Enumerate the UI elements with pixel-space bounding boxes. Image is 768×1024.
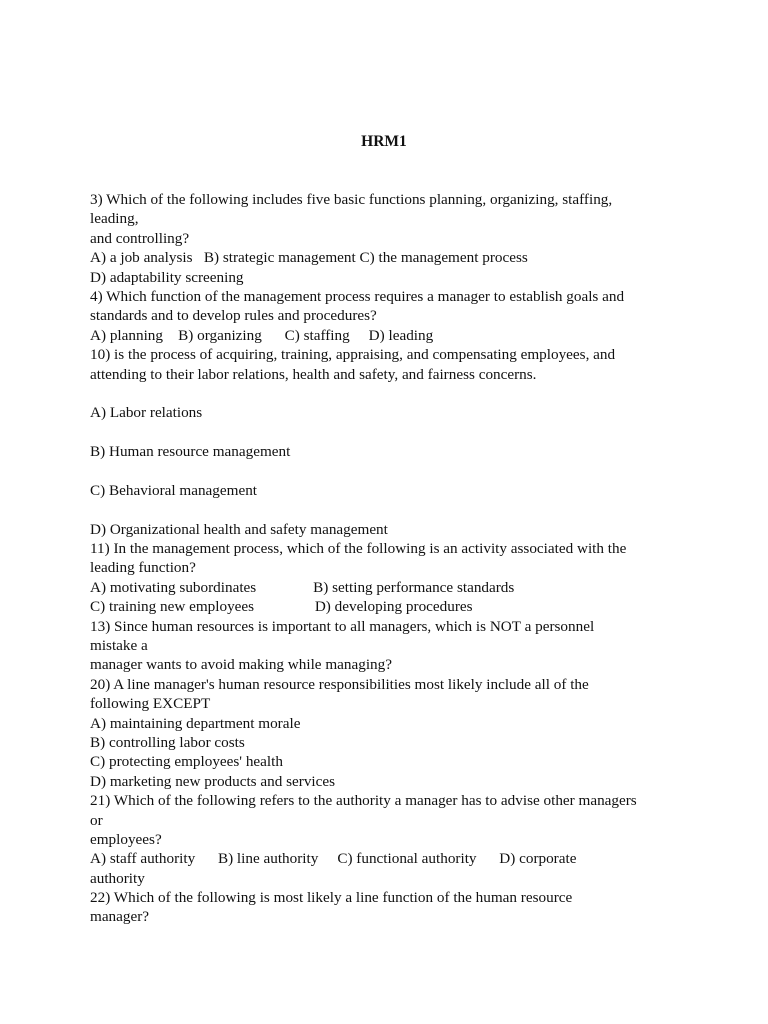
text-line: 3) Which of the following includes five basic functions planning, organizing, staffing, xyxy=(90,191,613,208)
text-line: B) controlling labor costs xyxy=(90,733,245,751)
text-line: mistake a xyxy=(90,636,148,654)
text-line: 11) In the management process, which of the following is an activity associated with the xyxy=(90,540,627,558)
text-line: D) marketing new products and services xyxy=(90,772,336,790)
text-line: 10) is the process of acquiring, training, appraising, and compensating employees, and xyxy=(90,346,616,364)
text-line: B) Human resource management xyxy=(90,443,291,461)
text-line: A) staff authority B) line authority C) functional authority D) corporate xyxy=(90,850,577,868)
text-line: 4) Which function of the management process requires a manager to establish goals and xyxy=(90,287,625,305)
document-body xyxy=(90,190,690,927)
text-line: 13) Since human resources is important to all managers, which is NOT a personnel xyxy=(90,617,595,635)
text-line: A) planning B) organizing C) staffing D) leading xyxy=(90,326,434,344)
text-line: 21) Which of the following refers to the authority a manager has to advise other managers xyxy=(90,792,637,810)
text-line: manager? xyxy=(90,908,150,926)
text-line: or xyxy=(90,811,103,829)
text-line: and controlling? xyxy=(90,229,190,247)
blank-line xyxy=(90,423,690,442)
blank-line xyxy=(90,500,690,519)
text-line: leading function? xyxy=(90,559,196,577)
text-line: 20) A line manager's human resource responsibilities most likely include all of the xyxy=(90,675,589,693)
text-line: A) motivating subordinates B) setting performance standards xyxy=(90,578,515,596)
text-line: employees? xyxy=(90,830,162,848)
text-line: D) adaptability screening xyxy=(90,268,244,286)
text-line: leading, xyxy=(90,210,139,228)
text-line: D) Organizational health and safety management xyxy=(90,520,388,538)
text-line: standards and to develop rules and procedures? xyxy=(90,307,377,325)
text-line: A) Labor relations xyxy=(90,404,203,422)
text-line: C) training new employees D) developing procedures xyxy=(90,598,473,616)
text-line: authority xyxy=(90,869,145,887)
text-line: attending to their labor relations, health and safety, and fairness concerns. xyxy=(90,365,537,383)
blank-line xyxy=(90,461,690,480)
text-line: 22) Which of the following is most likely a line function of the human resource xyxy=(90,889,573,907)
text-line: A) a job analysis B) strategic management C) the management process xyxy=(90,249,528,267)
text-line: A) maintaining department morale xyxy=(90,714,301,732)
text-line: manager wants to avoid making while managing? xyxy=(90,656,392,674)
text-line: following EXCEPT xyxy=(90,695,211,713)
text-line: C) Behavioral management xyxy=(90,481,258,499)
text-line: C) protecting employees' health xyxy=(90,753,283,771)
document-title: HRM1 xyxy=(361,133,407,150)
blank-line xyxy=(90,384,690,403)
